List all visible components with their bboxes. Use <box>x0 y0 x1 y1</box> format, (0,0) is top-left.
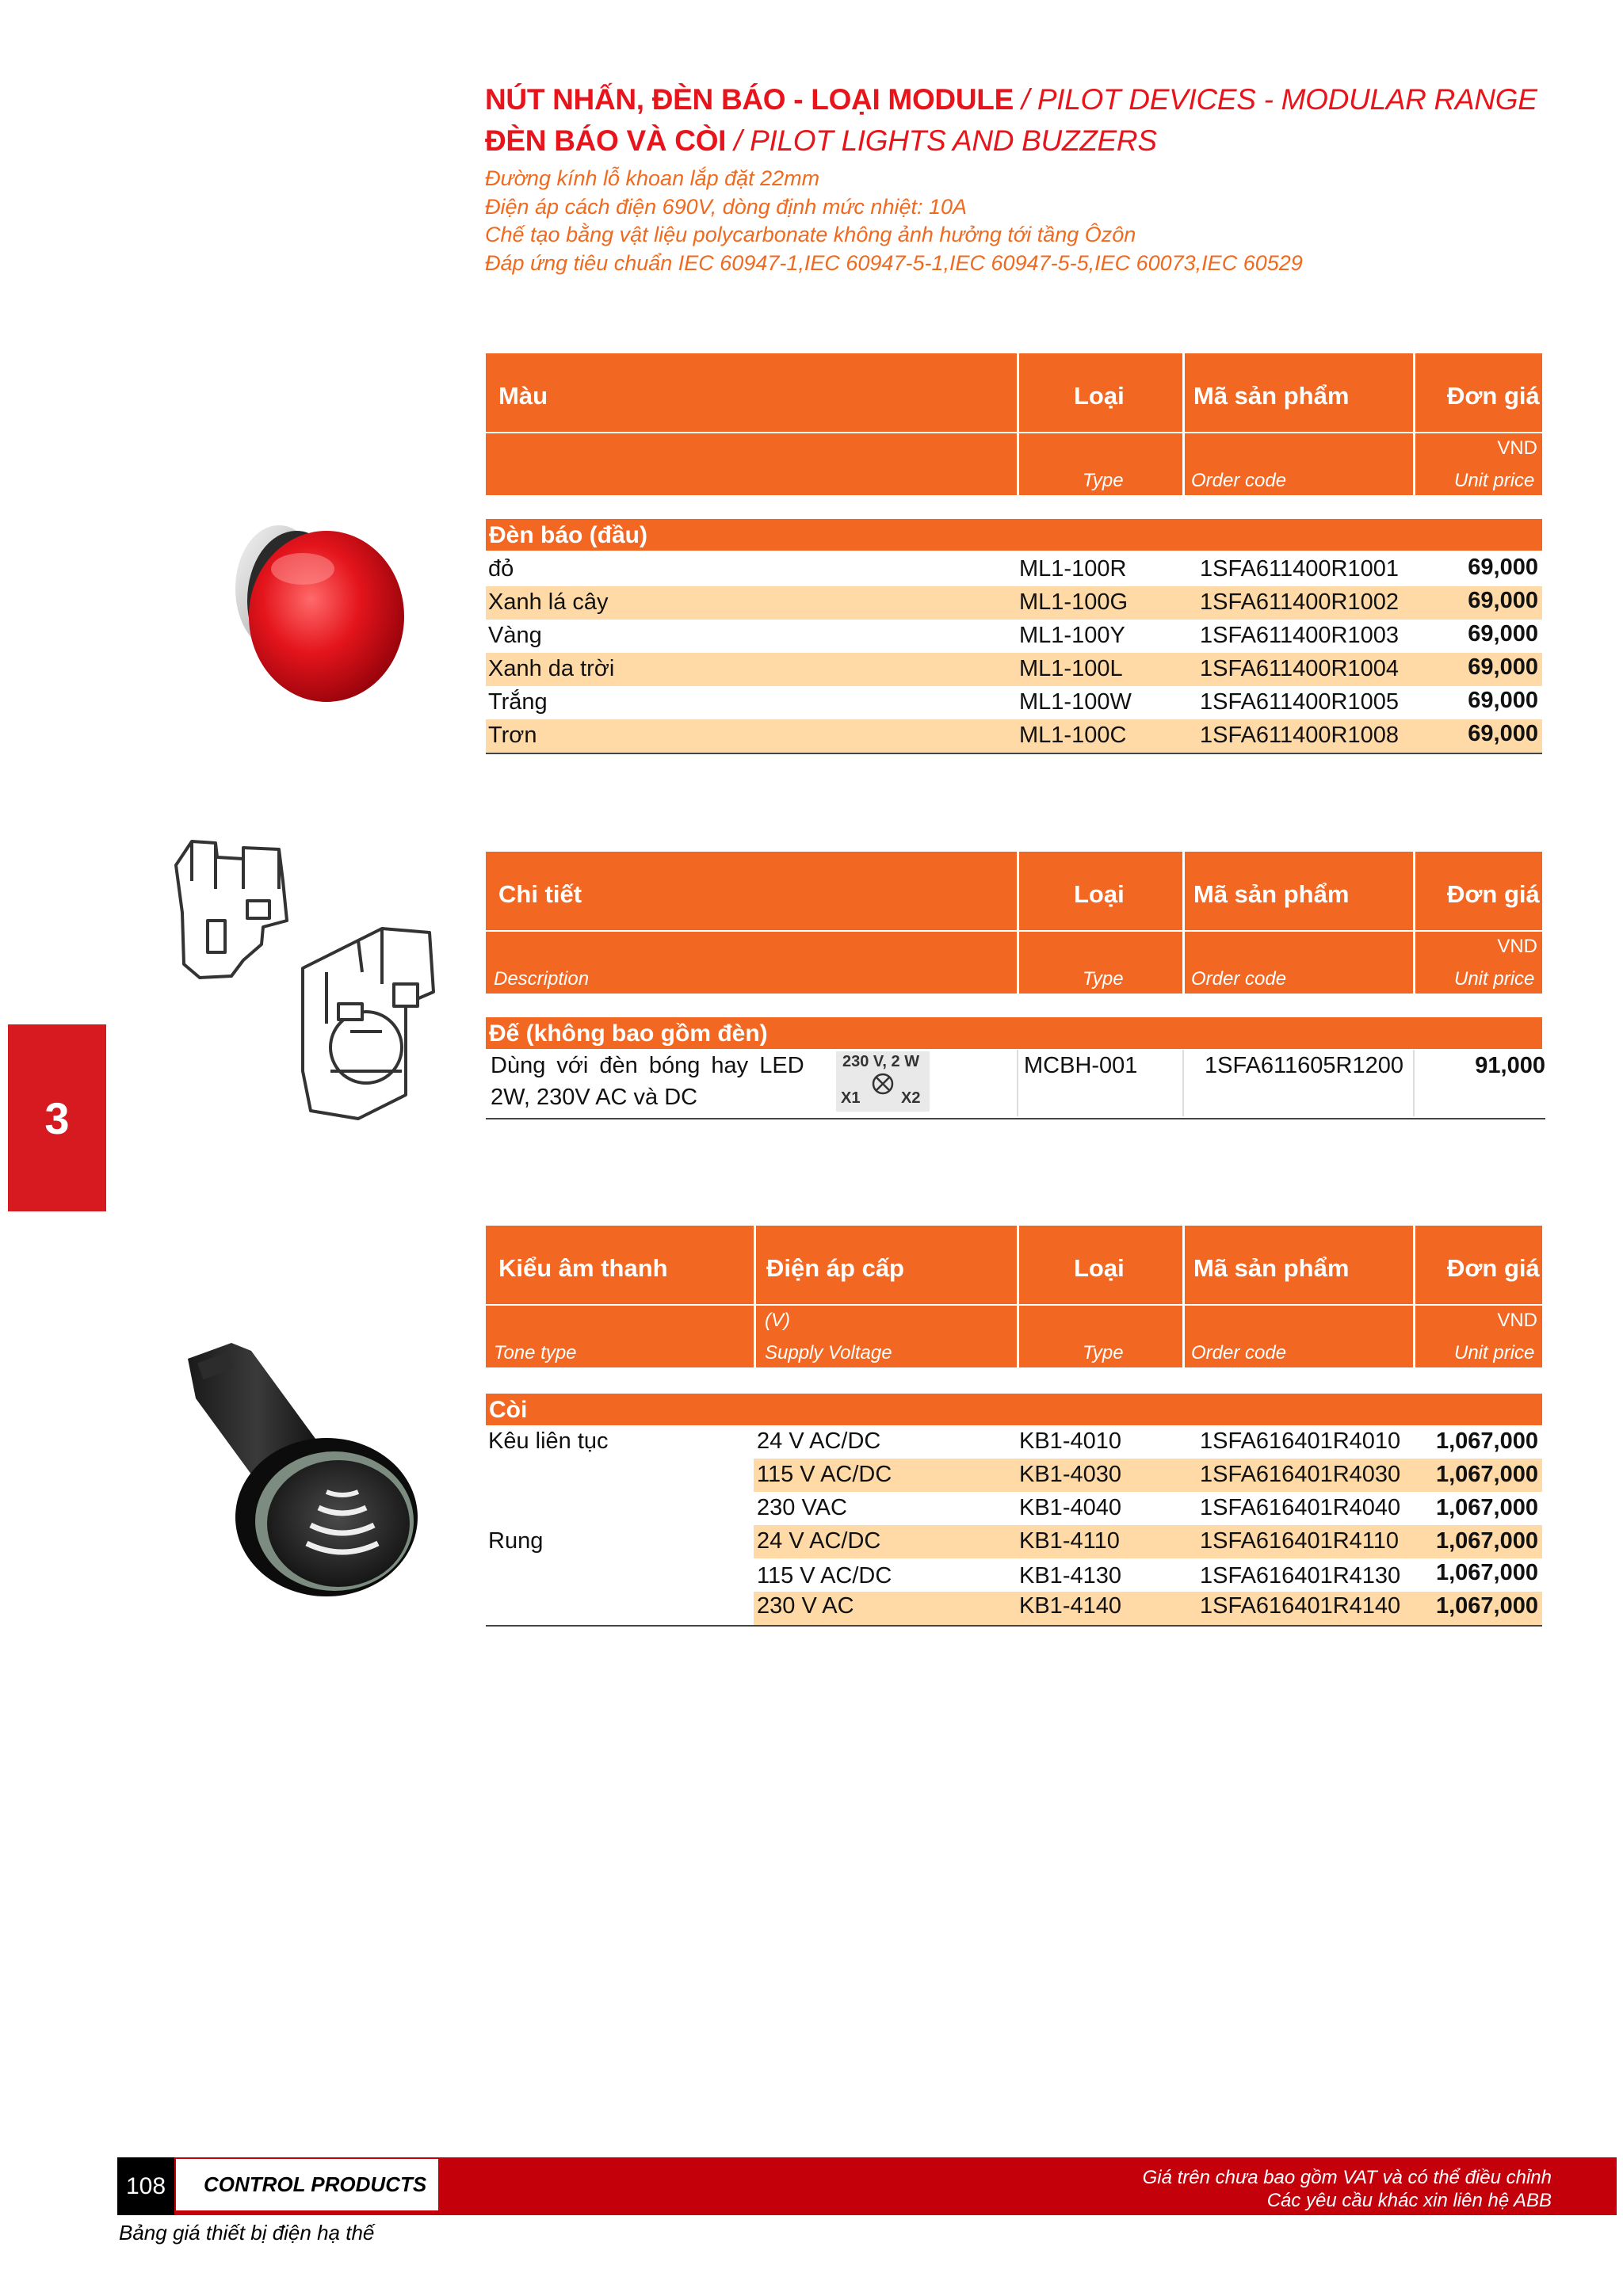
lamp-symbol-x2: X2 <box>901 1089 921 1107</box>
header-tone-type: Kiểu âm thanh <box>498 1254 668 1282</box>
row-code: 1SFA611605R1200 <box>1205 1053 1404 1078</box>
lamp-symbol-label: 230 V, 2 W <box>842 1053 920 1070</box>
table-header <box>486 353 1542 475</box>
row-price: 69,000 <box>1468 688 1538 713</box>
buzzer-table <box>486 1226 1542 1638</box>
header-colour: Màu <box>498 382 548 410</box>
lamp-symbol <box>836 1051 930 1112</box>
pilot-lights-table <box>486 353 1542 757</box>
table-row <box>754 1558 1542 1592</box>
sub-unit-price: Unit price <box>1454 470 1535 491</box>
row-voltage: 115 V AC/DC <box>757 1563 892 1589</box>
row-type: ML1-100C <box>1019 723 1127 748</box>
sub-unit-price: Unit price <box>1454 968 1535 990</box>
row-code: 1SFA611400R1004 <box>1200 656 1400 681</box>
row-price: 1,067,000 <box>1435 1495 1538 1520</box>
row-type: ML1-100G <box>1019 589 1128 615</box>
table-row <box>486 1050 1545 1116</box>
table-subheader <box>486 463 1542 495</box>
title-en-2: / PILOT LIGHTS AND BUZZERS <box>726 124 1157 157</box>
row-price: 69,000 <box>1468 654 1538 680</box>
row-type: ML1-100Y <box>1019 623 1125 648</box>
buzzer-image <box>176 1335 441 1636</box>
header-description: Chi tiết <box>498 880 582 908</box>
header-supply-voltage: Điện áp cấp <box>766 1254 904 1282</box>
footer-note-line1: Giá trên chưa bao gồm VAT và có thể điều chỉnh <box>1142 2167 1552 2188</box>
title-vi-1: NÚT NHẤN, ĐÈN BÁO - LOẠI MODULE <box>485 83 1014 116</box>
catalog-title: Bảng giá thiết bị điện hạ thế <box>119 2221 375 2245</box>
row-code: 1SFA611400R1008 <box>1200 723 1400 748</box>
spec-line: Điện áp cách điện 690V, dòng định mức nhiệt: 10A <box>485 194 968 219</box>
row-colour: Trắng <box>488 689 548 715</box>
row-type: ML1-100R <box>1019 556 1127 582</box>
row-price: 69,000 <box>1468 721 1538 746</box>
currency-label: VND <box>1497 936 1537 957</box>
table-subheader <box>486 962 1542 994</box>
header-order-code: Mã sản phẩm <box>1193 1254 1350 1282</box>
pilot-light-image <box>223 513 410 711</box>
table-row <box>754 1492 1542 1525</box>
page-number: 108 <box>117 2157 174 2215</box>
footer-note-line2: Các yêu cầu khác xin liên hệ ABB <box>1266 2190 1552 2211</box>
header-unit-price: Đơn giá <box>1447 382 1540 410</box>
row-colour: Xanh da trời <box>488 656 615 681</box>
sub-supply-voltage: Supply Voltage <box>765 1342 892 1363</box>
spec-line: Đáp ứng tiêu chuẩn IEC 60947-1,IEC 60947-5-1,IEC 60947-5-5,IEC 60073,IEC 60529 <box>485 250 1303 275</box>
header-type: Loại <box>1074 1254 1125 1282</box>
socket-table <box>486 852 1545 1121</box>
row-colour: đỏ <box>488 556 514 582</box>
header-type: Loại <box>1074 382 1125 410</box>
sub-order-code: Order code <box>1191 470 1287 491</box>
row-code: 1SFA611400R1002 <box>1200 589 1400 615</box>
socket-image <box>168 833 445 1150</box>
table-row <box>754 1592 1542 1625</box>
row-colour: Trơn <box>488 723 537 748</box>
table-row <box>486 1525 754 1558</box>
row-type: KB1-4130 <box>1019 1563 1121 1589</box>
spec-list <box>485 165 1303 277</box>
sub-unit-price: Unit price <box>1454 1342 1535 1363</box>
row-voltage: 24 V AC/DC <box>757 1528 881 1554</box>
spec-line: Chế tạo bằng vật liệu polycarbonate không ảnh hưởng tới tầng Ôzôn <box>485 223 1136 246</box>
row-type: KB1-4010 <box>1019 1428 1121 1454</box>
table-row <box>486 620 1542 653</box>
header-unit-price: Đơn giá <box>1447 880 1540 908</box>
row-type: KB1-4140 <box>1019 1593 1121 1619</box>
sub-order-code: Order code <box>1191 968 1287 990</box>
lamp-icon <box>871 1072 895 1096</box>
table-subheader <box>486 1336 1542 1367</box>
row-type: KB1-4110 <box>1019 1528 1120 1554</box>
row-voltage: 115 V AC/DC <box>757 1462 892 1487</box>
row-voltage: 230 VAC <box>757 1495 847 1520</box>
row-tone-type: Kêu liên tục <box>488 1428 609 1454</box>
section-title: Đèn báo (đầu) <box>486 519 1542 551</box>
row-price: 1,067,000 <box>1435 1528 1538 1554</box>
row-price: 91,000 <box>1475 1053 1545 1078</box>
sub-type: Type <box>1083 1342 1124 1363</box>
page-title <box>485 79 1547 162</box>
header-unit-price: Đơn giá <box>1447 1254 1540 1282</box>
row-description-line1: Dùng với đèn bóng hay LED <box>491 1053 804 1078</box>
row-tone-type: Rung <box>488 1528 544 1554</box>
table-row <box>754 1459 1542 1492</box>
row-code: 1SFA616401R4010 <box>1200 1428 1401 1454</box>
row-voltage: 24 V AC/DC <box>757 1428 881 1454</box>
row-code: 1SFA611400R1005 <box>1200 689 1400 715</box>
title-vi-2: ĐÈN BÁO VÀ CÒI <box>485 124 727 157</box>
row-type: KB1-4030 <box>1019 1462 1121 1487</box>
row-price: 69,000 <box>1468 555 1538 580</box>
row-code: 1SFA616401R4130 <box>1200 1563 1401 1589</box>
section-title: Còi <box>486 1394 1542 1425</box>
sub-tone-type: Tone type <box>494 1342 577 1363</box>
sub-type: Type <box>1083 968 1124 990</box>
table-row <box>486 586 1542 620</box>
row-code: 1SFA616401R4030 <box>1200 1462 1401 1487</box>
footer-section-label: CONTROL PRODUCTS <box>174 2157 440 2212</box>
row-price: 69,000 <box>1468 621 1538 646</box>
row-type: ML1-100L <box>1019 656 1123 681</box>
row-code: 1SFA611400R1001 <box>1200 556 1400 582</box>
row-colour: Xanh lá cây <box>488 589 609 615</box>
table-row <box>754 1525 1542 1558</box>
row-colour: Vàng <box>488 623 542 648</box>
sub-order-code: Order code <box>1191 1342 1287 1363</box>
row-type: ML1-100W <box>1019 689 1132 715</box>
currency-label: VND <box>1497 1310 1537 1331</box>
lamp-symbol-x1: X1 <box>841 1089 861 1107</box>
row-price: 1,067,000 <box>1435 1428 1538 1454</box>
sub-description: Description <box>494 968 590 990</box>
spec-line: Đường kính lỗ khoan lắp đặt 22mm <box>485 166 820 190</box>
row-price: 1,067,000 <box>1435 1462 1538 1487</box>
row-price: 1,067,000 <box>1435 1593 1538 1619</box>
row-price: 69,000 <box>1468 588 1538 613</box>
table-row <box>486 1425 1542 1459</box>
footer-note <box>1143 2166 1552 2212</box>
table-header <box>486 1226 1542 1347</box>
table-header <box>486 852 1542 973</box>
title-en-1: / PILOT DEVICES - MODULAR RANGE <box>1013 83 1537 116</box>
table-row <box>486 719 1542 753</box>
table-row <box>486 686 1542 719</box>
row-voltage: 230 V AC <box>757 1593 854 1619</box>
row-type: KB1-4040 <box>1019 1495 1121 1520</box>
table-row <box>486 553 1542 586</box>
row-type: MCBH-001 <box>1024 1053 1138 1078</box>
header-type: Loại <box>1074 880 1125 908</box>
row-code: 1SFA616401R4140 <box>1200 1593 1401 1619</box>
chapter-tab: 3 <box>8 1024 106 1211</box>
header-order-code: Mã sản phẩm <box>1193 880 1350 908</box>
sub-type: Type <box>1083 470 1124 491</box>
row-price: 1,067,000 <box>1435 1560 1538 1585</box>
table-row <box>486 653 1542 686</box>
row-description-line2: 2W, 230V AC và DC <box>491 1085 698 1110</box>
section-title: Đế (không bao gồm đèn) <box>486 1017 1542 1049</box>
row-code: 1SFA616401R4040 <box>1200 1495 1401 1520</box>
row-code: 1SFA611400R1003 <box>1200 623 1400 648</box>
voltage-unit-label: (V) <box>765 1310 790 1331</box>
row-code: 1SFA616401R4110 <box>1200 1528 1400 1554</box>
header-order-code: Mã sản phẩm <box>1193 382 1350 410</box>
currency-label: VND <box>1497 437 1537 459</box>
